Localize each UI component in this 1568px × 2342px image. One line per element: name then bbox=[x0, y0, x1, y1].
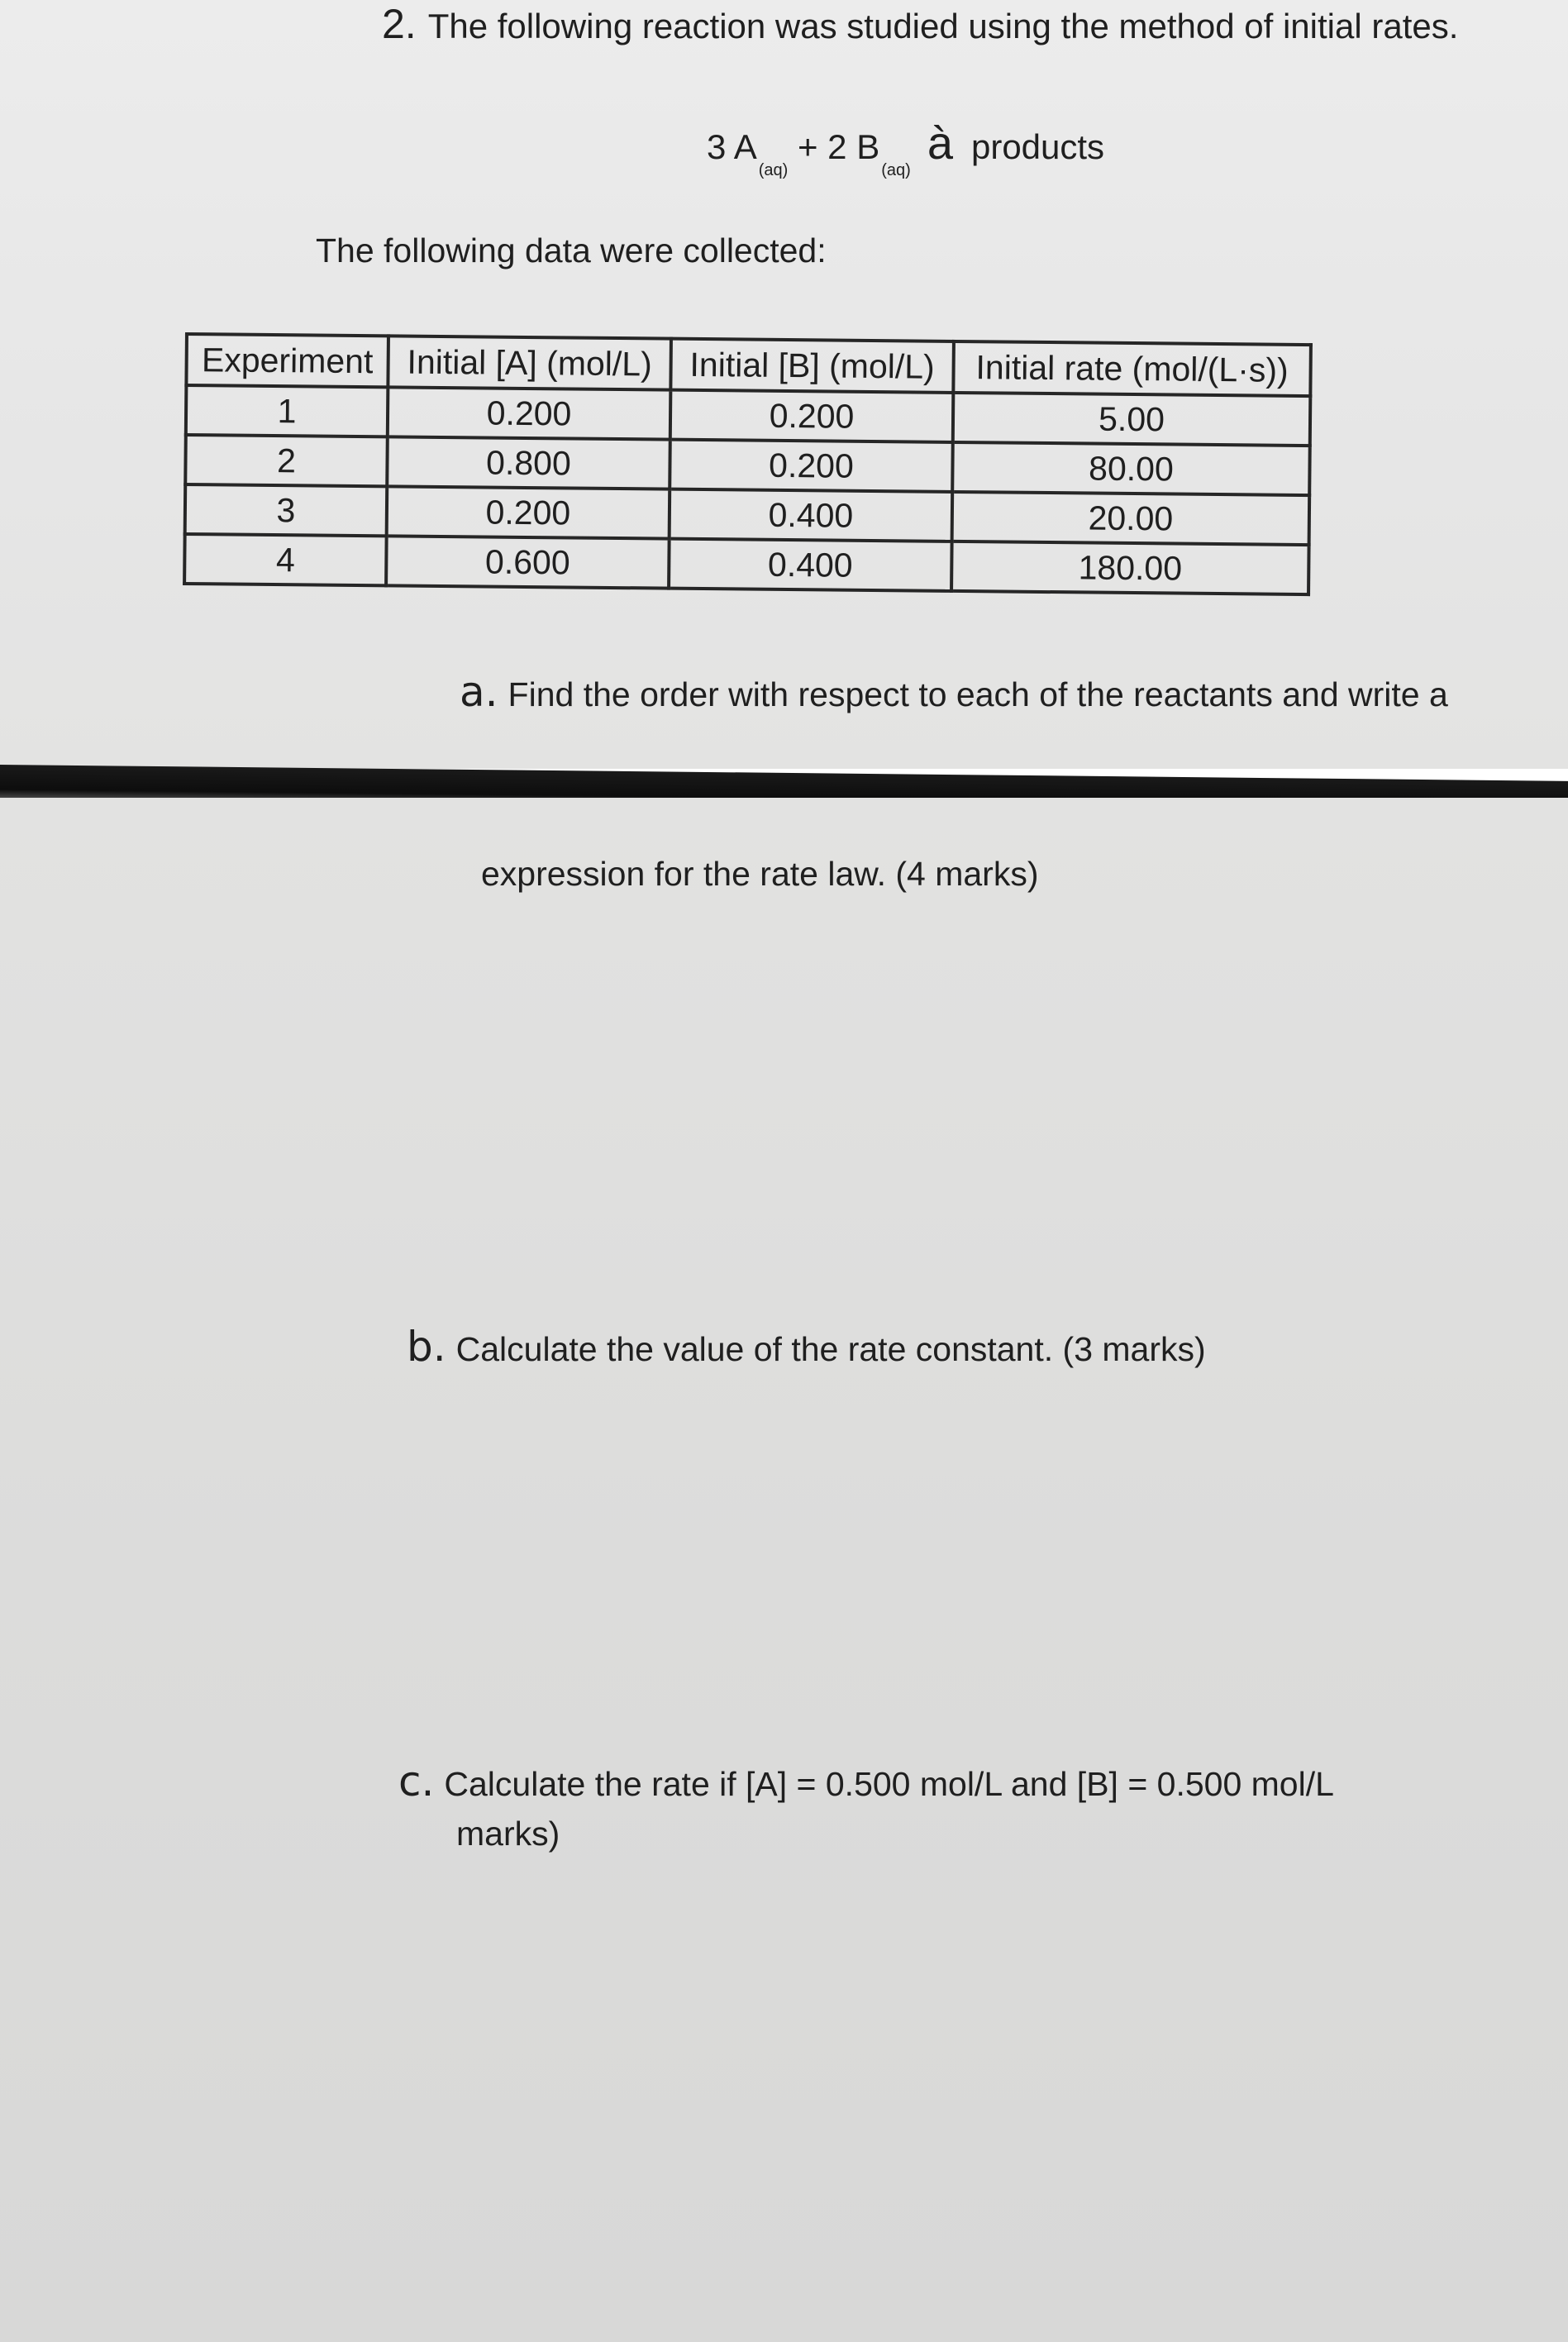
cell-rate: 180.00 bbox=[951, 541, 1309, 594]
cell-experiment: 4 bbox=[184, 534, 387, 585]
part-a-line2: expression for the rate law. (4 marks) bbox=[481, 855, 1039, 893]
reactant-b-state: (aq) bbox=[881, 161, 911, 179]
reactant-a-state: (aq) bbox=[758, 161, 789, 179]
part-c-letter: c. bbox=[398, 1758, 435, 1805]
part-b-letter: b. bbox=[407, 1323, 446, 1371]
cell-rate: 80.00 bbox=[952, 442, 1310, 495]
part-a-letter: a. bbox=[460, 668, 498, 716]
question-title bbox=[382, 0, 1458, 48]
part-a-line1 bbox=[460, 668, 1448, 716]
reaction-arrow: à bbox=[927, 117, 953, 169]
cell-b: 0.400 bbox=[670, 489, 953, 541]
data-intro: The following data were collected: bbox=[316, 231, 827, 269]
cell-a: 0.200 bbox=[388, 387, 671, 439]
reactant-a: 3 A bbox=[707, 127, 757, 166]
header-experiment: Experiment bbox=[186, 334, 388, 387]
part-b bbox=[407, 1323, 1206, 1371]
question-number: 2. bbox=[382, 1, 417, 47]
part-c-line2: marks) bbox=[456, 1815, 560, 1853]
part-b-text: Calculate the value of the rate constant. (3 marks) bbox=[455, 1330, 1206, 1368]
products-label: products bbox=[970, 127, 1105, 166]
cell-rate: 20.00 bbox=[952, 492, 1310, 545]
cell-experiment: 2 bbox=[185, 435, 388, 486]
table-row bbox=[184, 534, 1309, 594]
part-a-text: Find the order with respect to each of the reactants and write a bbox=[508, 675, 1448, 713]
part-c-text: Calculate the rate if [A] = 0.500 mol/L and [B] = 0.500 mol/L bbox=[444, 1765, 1334, 1803]
cell-rate: 5.00 bbox=[953, 393, 1311, 446]
cell-a: 0.600 bbox=[386, 536, 670, 588]
cell-b: 0.400 bbox=[669, 539, 952, 591]
reaction-equation bbox=[707, 116, 1105, 179]
header-initial-a: Initial [A] (mol/L) bbox=[388, 336, 671, 389]
cell-b: 0.200 bbox=[670, 390, 954, 442]
cell-experiment: 3 bbox=[185, 484, 388, 536]
header-initial-b: Initial [B] (mol/L) bbox=[670, 339, 954, 393]
rate-data-table bbox=[183, 332, 1313, 596]
cell-a: 0.200 bbox=[387, 486, 670, 538]
cell-b: 0.200 bbox=[670, 440, 953, 492]
part-c-line1 bbox=[398, 1758, 1334, 1805]
cell-experiment: 1 bbox=[186, 385, 388, 436]
cell-a: 0.800 bbox=[387, 436, 670, 489]
question-text: The following reaction was studied using the method of initial rates. bbox=[427, 7, 1459, 45]
header-initial-rate: Initial rate (mol/(L·s)) bbox=[953, 341, 1311, 396]
bottom-sheet bbox=[0, 798, 1568, 2342]
reactant-b: + 2 B bbox=[797, 127, 880, 166]
